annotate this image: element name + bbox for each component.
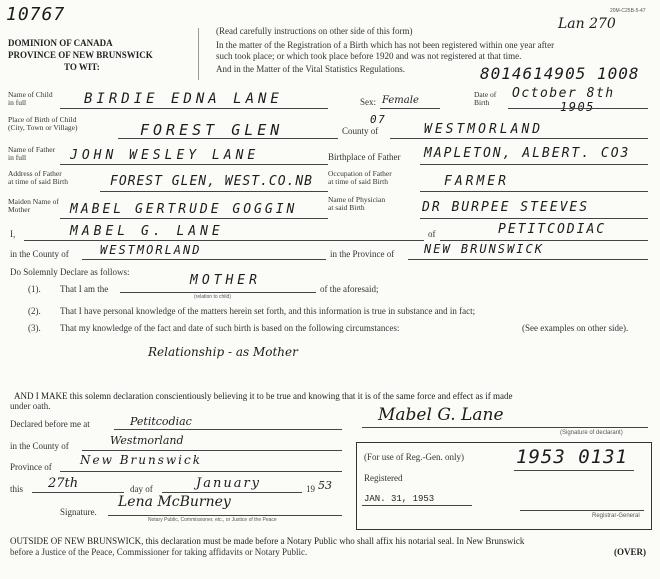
footer-line-2: before a Justice of the Peace, Commissioner for taking affidavits or Notary Public. <box>10 547 308 557</box>
matter-line-1: In the matter of the Registration of a Birth which has not been registered within one year after <box>216 40 555 50</box>
item1-text-b: of the aforesaid; <box>320 284 379 294</box>
item2-text: That I have personal knowledge of the matters herein set forth, and this information is true in substance and in fact; <box>60 306 476 316</box>
father-name-label: Name of Father in full <box>8 145 56 162</box>
registrar-caption: Registrar-General <box>592 513 640 519</box>
header-divider <box>198 28 199 80</box>
mother-maiden-name: MABEL GERTRUDE GOGGIN <box>70 202 298 217</box>
footer-over: (OVER) <box>614 547 646 557</box>
registered-date: JAN. 31, 1953 <box>364 494 435 504</box>
item3-number: (3). <box>28 323 41 333</box>
solemn-paragraph-1: AND I MAKE this solemn declaration conscientiously believing it to be true and knowing that it is of the same force and effect as if made <box>14 391 513 401</box>
item2-number: (2). <box>28 306 41 316</box>
child-name: BIRDIE EDNA LANE <box>84 91 283 107</box>
relation-to-child: MOTHER <box>190 273 261 288</box>
to-wit-heading: TO WIT: <box>64 62 100 72</box>
child-name-label: Name of Child in full <box>8 90 53 107</box>
father-name: JOHN WESLEY LANE <box>70 148 260 163</box>
declarant-county-label: in the County of <box>10 249 69 259</box>
signature-label: Signature. <box>60 507 97 517</box>
instructions-note: (Read carefully instructions on other side of this form) <box>216 26 413 36</box>
declared-at: Petitcodiac <box>130 415 192 428</box>
province2-label: Province of <box>10 462 52 472</box>
father-occupation-label: Occupation of Father at time of said Birth <box>328 169 392 186</box>
mother-maiden-label: Maiden Name of Mother <box>8 197 59 214</box>
declarant-province-label: in the Province of <box>330 249 395 259</box>
reference-number: Lan 270 <box>558 16 616 32</box>
birth-date-year: 1905 <box>560 100 595 114</box>
declared-year: 53 <box>318 479 332 492</box>
declarant-place: PETITCODIAC <box>498 222 607 237</box>
declarant-signature-caption: (Signature of declarant) <box>560 430 623 436</box>
birth-place-label: Place of Birth of Child (City, Town or Village) <box>8 115 78 132</box>
birth-place: FOREST GLEN <box>140 121 284 139</box>
declarant-signature: Mabel G. Lane <box>378 405 504 425</box>
birth-date-label: Date of Birth <box>474 90 497 107</box>
registration-number: 10767 <box>6 4 66 25</box>
province-heading: PROVINCE OF NEW BRUNSWICK <box>8 50 153 60</box>
item3-note: (See examples on other side). <box>522 323 629 333</box>
physician-label: Name of Physician at said Birth <box>328 195 386 212</box>
this-label: this <box>10 484 24 494</box>
declared-county: Westmorland <box>110 434 184 447</box>
declared-day: 27th <box>48 476 79 491</box>
father-birthplace: MAPLETON, ALBERT. CO3 <box>424 146 631 161</box>
registrar-for-use: (For use of Reg.-Gen. only) <box>364 452 464 462</box>
file-number: 8014614905 1008 <box>480 64 640 83</box>
registrar-number: 1953 0131 <box>516 446 628 468</box>
birth-county: WESTMORLAND <box>424 122 544 137</box>
official-caption: Notary Public, Commissioner, etc., or Justice of the Peace <box>148 517 277 523</box>
declarant-province: NEW BRUNSWICK <box>424 242 544 256</box>
declarant-of-label: of <box>428 229 436 239</box>
birth-date-line1: October 8th <box>512 86 615 101</box>
item1-text-a: That I am the <box>60 284 109 294</box>
father-occupation: FARMER <box>444 174 509 189</box>
declared-at-label: Declared before me at <box>10 419 90 429</box>
i-label: I, <box>10 229 16 239</box>
circumstance-text: Relationship - as Mother <box>148 345 298 359</box>
dominion-heading: DOMINION OF CANADA <box>8 38 113 48</box>
day-of-label: day of <box>130 484 153 494</box>
declared-month: January <box>196 476 262 491</box>
form-code: 20M-C25B-5-47 <box>610 8 646 14</box>
solemn-paragraph-2: under oath. <box>10 401 51 411</box>
county-code: 07 <box>370 113 387 126</box>
declarant-county: WESTMORLAND <box>100 243 202 257</box>
solemn-declare: Do Solemnly Declare as follows: <box>10 267 130 277</box>
footer-line-1: OUTSIDE OF NEW BRUNSWICK, this declaration must be made before a Notary Public who shall affix his notarial seal. In New Brunswick <box>10 536 525 546</box>
year-prefix: 19 <box>306 484 315 494</box>
item1-number: (1). <box>28 284 41 294</box>
child-sex: Female <box>382 95 419 106</box>
father-address-label: Address of Father at time of said Birth <box>8 169 68 186</box>
declared-province: New Brunswick <box>80 453 202 467</box>
sex-label: Sex: <box>360 97 377 107</box>
matter-line-2: such took place; or which took place before 1920 and was not registered at that time. <box>216 51 522 61</box>
registered-label: Registered <box>364 473 403 483</box>
official-signature: Lena McBurney <box>118 494 231 510</box>
relation-caption: (relation to child) <box>194 294 231 300</box>
item3-text: That my knowledge of the fact and date of such birth is based on the following circumstances: <box>60 323 400 333</box>
father-birthplace-label: Birthplace of Father <box>328 152 401 162</box>
county2-label: in the County of <box>10 441 69 451</box>
declarant-name: MABEL G. LANE <box>70 224 224 239</box>
father-address: FOREST GLEN, WEST.CO.NB <box>110 174 314 189</box>
physician-name: DR BURPEE STEEVES <box>422 200 590 215</box>
matter-line-3: And in the Matter of the Vital Statistics Regulations. <box>216 64 406 74</box>
county-label: County of <box>342 126 379 136</box>
